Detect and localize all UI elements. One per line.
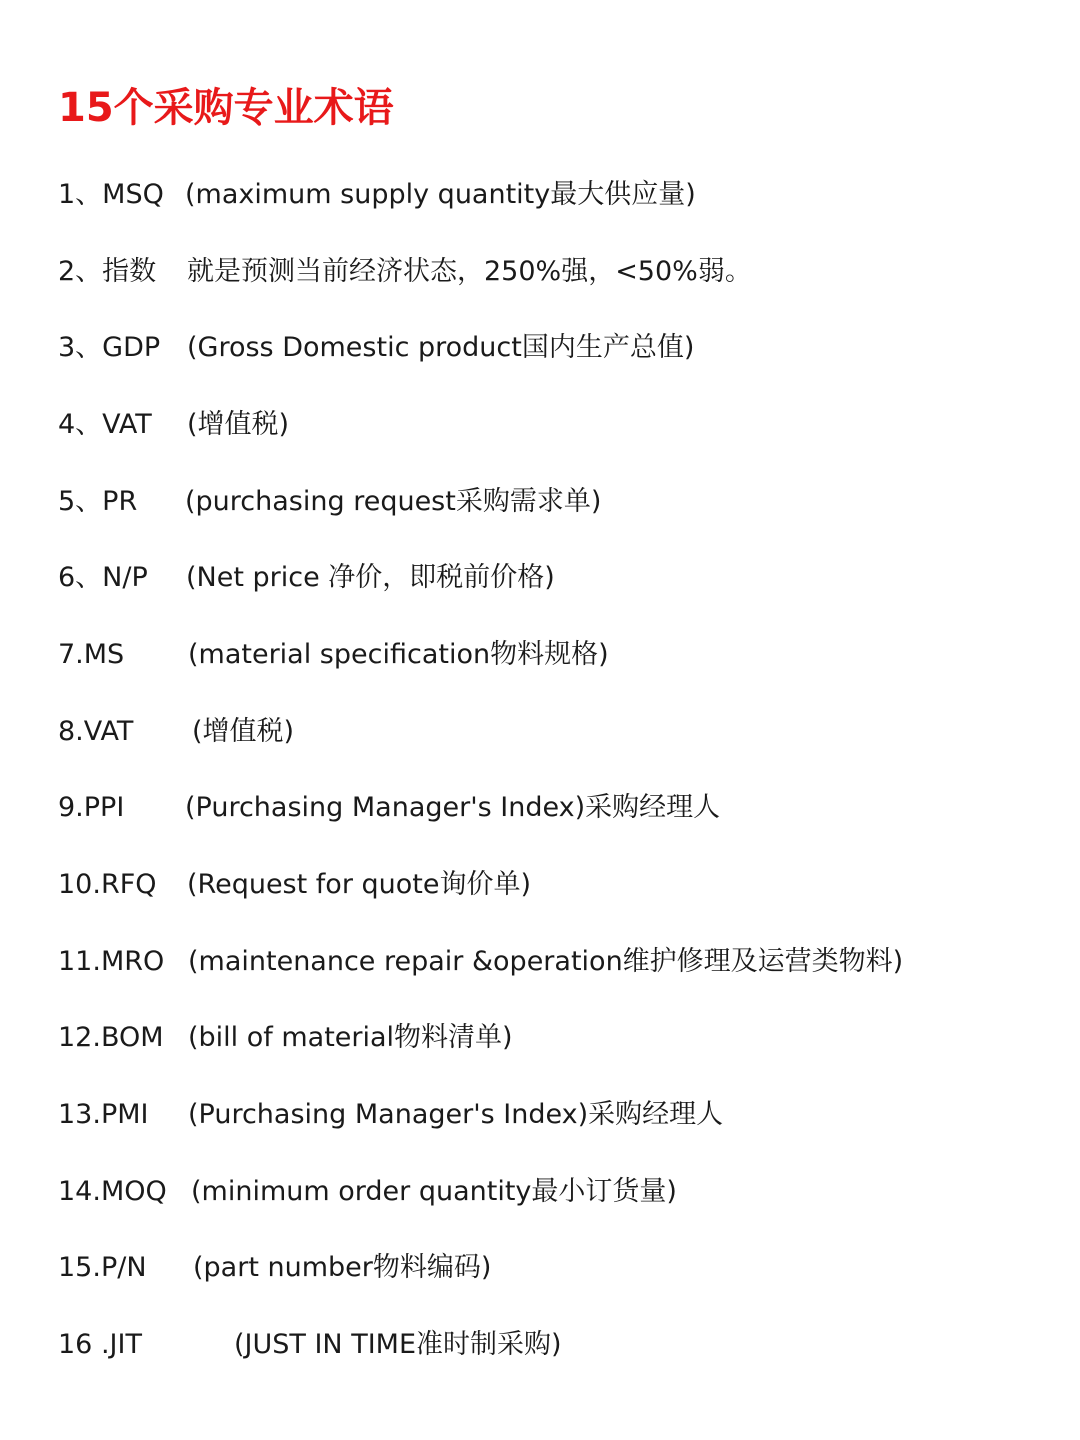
page-title: 15个采购专业术语 (58, 85, 394, 131)
list-item (0, 323, 1080, 373)
term-code: 12.BOM (58, 1022, 164, 1053)
term-description: (minimum order quantity最小订货量) (191, 1176, 677, 1207)
term-description: (Purchasing Manager's Index)采购经理人 (188, 1099, 724, 1130)
term-description: (Request for quote询价单) (187, 869, 531, 900)
term-description: (Purchasing Manager's Index)采购经理人 (185, 792, 721, 823)
term-code: 13.PMI (58, 1099, 149, 1130)
term-code: 5、PR (58, 486, 138, 517)
list-item (0, 1090, 1080, 1140)
list-item (0, 1320, 1080, 1370)
term-code: 3、GDP (58, 332, 161, 363)
list-item (0, 937, 1080, 987)
term-description: (Gross Domestic product国内生产总值) (187, 332, 695, 363)
term-code: 14.MOQ (58, 1176, 167, 1207)
term-code: 4、VAT (58, 409, 152, 440)
list-item (0, 630, 1080, 680)
list-item (0, 1013, 1080, 1063)
term-description: (JUST IN TIME准时制采购) (234, 1329, 562, 1360)
term-description: (maintenance repair &operation维护修理及运营类物料) (188, 946, 904, 977)
term-code: 9.PPI (58, 792, 125, 823)
term-code: 2、指数 (58, 256, 157, 287)
list-item (0, 247, 1080, 297)
list-item (0, 1167, 1080, 1217)
term-code: 6、N/P (58, 562, 148, 593)
term-description: (maximum supply quantity最大供应量) (185, 179, 696, 210)
term-code: 7.MS (58, 639, 125, 670)
list-item (0, 477, 1080, 527)
term-description: (part number物料编码) (193, 1252, 492, 1283)
term-description: (purchasing request采购需求单) (185, 486, 602, 517)
list-item (0, 553, 1080, 603)
term-description: (bill of material物料清单) (188, 1022, 513, 1053)
list-item (0, 400, 1080, 450)
term-code: 10.RFQ (58, 869, 157, 900)
list-item (0, 170, 1080, 220)
term-code: 15.P/N (58, 1252, 147, 1283)
term-description: (增值税) (192, 716, 295, 747)
list-item (0, 1243, 1080, 1293)
term-code: 11.MRO (58, 946, 165, 977)
term-code: 16 .JIT (58, 1329, 142, 1360)
term-description: (增值税) (187, 409, 290, 440)
list-item (0, 707, 1080, 757)
list-item (0, 860, 1080, 910)
term-description: (material specification物料规格) (188, 639, 609, 670)
term-code: 1、MSQ (58, 179, 164, 210)
term-description: (Net price 净价，即税前价格) (186, 562, 555, 593)
list-item (0, 783, 1080, 833)
term-code: 8.VAT (58, 716, 134, 747)
term-description: 就是预测当前经济状态，250%强，<50%弱。 (187, 256, 752, 287)
